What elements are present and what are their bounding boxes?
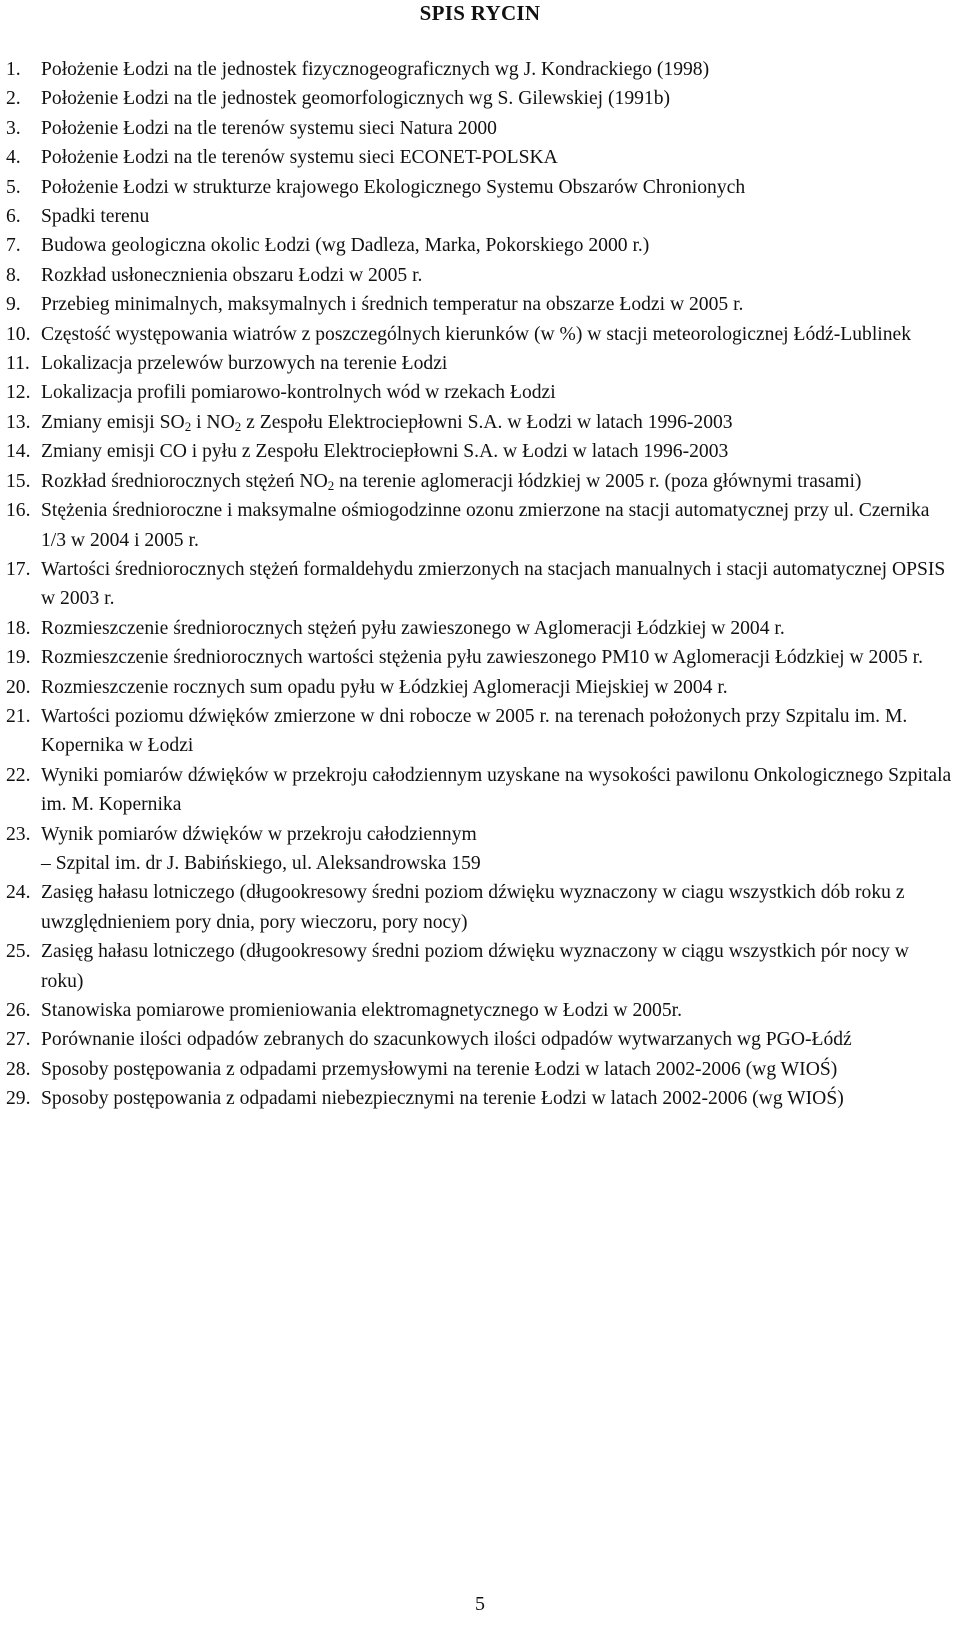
figure-number: 11. bbox=[6, 353, 30, 375]
list-item bbox=[0, 1055, 960, 1084]
figure-number: 15. bbox=[6, 470, 31, 492]
figure-number: 1. bbox=[6, 59, 21, 80]
figure-caption: Porównanie ilości odpadów zebranych do szacunkowych ilości odpadów wytwarzanych wg PGO-Łódź bbox=[41, 1029, 852, 1051]
figure-caption: Zmiany emisji CO i pyłu z Zespołu Elektrociepłowni S.A. w Łodzi w latach 1996-2003 bbox=[41, 441, 729, 463]
list-item bbox=[0, 878, 960, 937]
list-item bbox=[0, 173, 960, 202]
figure-caption: Rozmieszczenie średniorocznych wartości stężenia pyłu zawieszonego PM10 w Aglomeracji Łódzkiej w 2005 r. bbox=[41, 647, 923, 669]
figure-number: 29. bbox=[6, 1088, 31, 1110]
caption-segment: z Zespołu Elektrociepłowni S.A. w Łodzi w latach 1996-2003 bbox=[241, 411, 733, 433]
figure-number: 6. bbox=[6, 206, 21, 228]
figure-caption: Budowa geologiczna okolic Łodzi (wg Dadleza, Marka, Pokorskiego 2000 r.) bbox=[41, 235, 650, 257]
list-item bbox=[0, 408, 960, 437]
list-item bbox=[0, 143, 960, 172]
list-item bbox=[0, 496, 960, 555]
figure-number: 27. bbox=[6, 1029, 31, 1051]
page-number: 5 bbox=[475, 1593, 485, 1615]
list-item bbox=[0, 1084, 960, 1113]
figure-number: 7. bbox=[6, 235, 21, 257]
figure-number: 9. bbox=[6, 294, 21, 316]
list-item bbox=[0, 996, 960, 1025]
figure-caption: Przebieg minimalnych, maksymalnych i średnich temperatur na obszarze Łodzi w 2005 r. bbox=[41, 294, 744, 316]
caption-segment: i NO bbox=[191, 411, 235, 433]
figure-caption: Położenie Łodzi w strukturze krajowego Ekologicznego Systemu Obszarów Chronionych bbox=[41, 176, 746, 198]
figure-number: 16. bbox=[6, 500, 31, 522]
figure-caption: Zasięg hałasu lotniczego (długookresowy średni poziom dźwięku wyznaczony w ciagu wszystkich dób roku z uwzględnieniem pory dnia, pory wieczoru, pory nocy) bbox=[41, 882, 905, 933]
figure-list bbox=[0, 55, 960, 1114]
figure-caption bbox=[41, 824, 481, 874]
list-item bbox=[0, 820, 960, 879]
figure-number: 3. bbox=[6, 117, 21, 139]
figure-caption: Rozmieszczenie średniorocznych stężeń pyłu zawieszonego w Aglomeracji Łódzkiej w 2004 r. bbox=[41, 617, 785, 639]
subscript: 2 bbox=[184, 418, 192, 434]
figure-caption: Częstość występowania wiatrów z poszczególnych kierunków (w %) w stacji meteorologicznej Łódź-Lublinek bbox=[41, 323, 912, 345]
figure-caption: Sposoby postępowania z odpadami przemysłowymi na terenie Łodzi w latach 2002-2006 (wg WIOŚ) bbox=[41, 1058, 838, 1080]
figure-number: 4. bbox=[6, 147, 21, 169]
list-item bbox=[0, 378, 960, 407]
list-item bbox=[0, 114, 960, 143]
list-item bbox=[0, 761, 960, 820]
figure-number: 13. bbox=[6, 411, 31, 433]
figure-caption: Spadki terenu bbox=[41, 206, 150, 228]
figure-caption: Lokalizacja profili pomiarowo-kontrolnych wód w rzekach Łodzi bbox=[41, 382, 556, 404]
figure-number: 28. bbox=[6, 1058, 31, 1080]
figure-number: 10. bbox=[6, 323, 31, 345]
list-item bbox=[0, 467, 960, 496]
figure-number: 5. bbox=[6, 176, 21, 198]
figure-caption: Stężenia średnioroczne i maksymalne ośmiogodzinne ozonu zmierzone na stacji automatycznej przy ul. Czernika 1/3 w 2004 i 2005 r. bbox=[41, 500, 930, 551]
figure-caption: Wartości poziomu dźwięków zmierzone w dni robocze w 2005 r. na terenach położonych przy Szpitalu im. M. Kopernika w Łodzi bbox=[41, 705, 908, 757]
figure-number: 25. bbox=[6, 941, 31, 963]
figure-caption: Położenie Łodzi na tle terenów systemu sieci Natura 2000 bbox=[41, 117, 497, 139]
list-item bbox=[0, 202, 960, 231]
figure-caption: Sposoby postępowania z odpadami niebezpiecznymi na terenie Łodzi w latach 2002-2006 (wg WIOŚ) bbox=[41, 1088, 844, 1110]
figure-number: 14. bbox=[6, 441, 31, 463]
list-item bbox=[0, 55, 960, 84]
page-title: SPIS RYCIN bbox=[419, 1, 541, 25]
figure-number: 17. bbox=[6, 558, 31, 580]
figure-number: 8. bbox=[6, 264, 21, 286]
figure-number: 19. bbox=[6, 647, 31, 669]
list-item bbox=[0, 614, 960, 643]
figure-caption: Położenie Łodzi na tle terenów systemu sieci ECONET-POLSKA bbox=[41, 147, 558, 169]
list-item bbox=[0, 555, 960, 614]
list-item bbox=[0, 231, 960, 260]
list-item bbox=[0, 320, 960, 349]
list-item bbox=[0, 84, 960, 113]
caption-segment: Rozkład średniorocznych stężeń NO bbox=[41, 470, 328, 492]
figure-caption: Wyniki pomiarów dźwięków w przekroju całodziennym uzyskane na wysokości pawilonu Onkologicznego Szpitala im. M. Kopernika bbox=[41, 764, 952, 816]
list-item bbox=[0, 702, 960, 761]
caption-segment: Zmiany emisji SO bbox=[41, 411, 185, 433]
figure-caption bbox=[41, 412, 733, 433]
figure-number: 2. bbox=[6, 88, 21, 110]
list-item bbox=[0, 673, 960, 702]
figure-caption: Położenie Łodzi na tle jednostek geomorfologicznych wg S. Gilewskiej (1991b) bbox=[41, 88, 671, 110]
list-item bbox=[0, 643, 960, 672]
caption-line: – Szpital im. dr J. Babińskiego, ul. Aleksandrowska 159 bbox=[41, 852, 481, 874]
figure-number: 24. bbox=[6, 882, 31, 904]
figure-caption: Położenie Łodzi na tle jednostek fizycznogeograficznych wg J. Kondrackiego (1998) bbox=[41, 59, 710, 80]
figure-number: 20. bbox=[6, 676, 31, 698]
list-item bbox=[0, 437, 960, 466]
figure-caption: Stanowiska pomiarowe promieniowania elektromagnetycznego w Łodzi w 2005r. bbox=[41, 1000, 682, 1021]
figure-caption: Rozmieszczenie rocznych sum opadu pyłu w Łódzkiej Aglomeracji Miejskiej w 2004 r. bbox=[41, 676, 728, 698]
list-item bbox=[0, 349, 960, 378]
figure-number: 18. bbox=[6, 617, 31, 639]
figure-number: 12. bbox=[6, 382, 31, 404]
list-item bbox=[0, 261, 960, 290]
subscript: 2 bbox=[327, 477, 335, 493]
list-item bbox=[0, 290, 960, 319]
figure-caption: Zasięg hałasu lotniczego (długookresowy średni poziom dźwięku wyznaczony w ciągu wszystkich pór nocy w roku) bbox=[41, 941, 909, 992]
list-item bbox=[0, 937, 960, 996]
figure-caption bbox=[41, 471, 861, 492]
figure-number: 22. bbox=[6, 764, 31, 786]
list-item bbox=[0, 1025, 960, 1054]
figure-caption: Lokalizacja przelewów burzowych na terenie Łodzi bbox=[41, 353, 448, 375]
caption-segment: na terenie aglomeracji łódzkiej w 2005 r. (poza głównymi trasami) bbox=[334, 470, 862, 492]
figure-number: 21. bbox=[6, 705, 31, 727]
caption-line: Wynik pomiarów dźwięków w przekroju całodziennym bbox=[41, 823, 477, 845]
figure-caption: Wartości średniorocznych stężeń formaldehydu zmierzonych na stacjach manualnych i stacji automatycznej OPSIS w 2003 r. bbox=[41, 558, 946, 610]
subscript: 2 bbox=[234, 418, 242, 434]
figure-number: 23. bbox=[6, 823, 31, 845]
figure-caption: Rozkład usłonecznienia obszaru Łodzi w 2005 r. bbox=[41, 264, 423, 286]
figure-number: 26. bbox=[6, 1000, 31, 1021]
